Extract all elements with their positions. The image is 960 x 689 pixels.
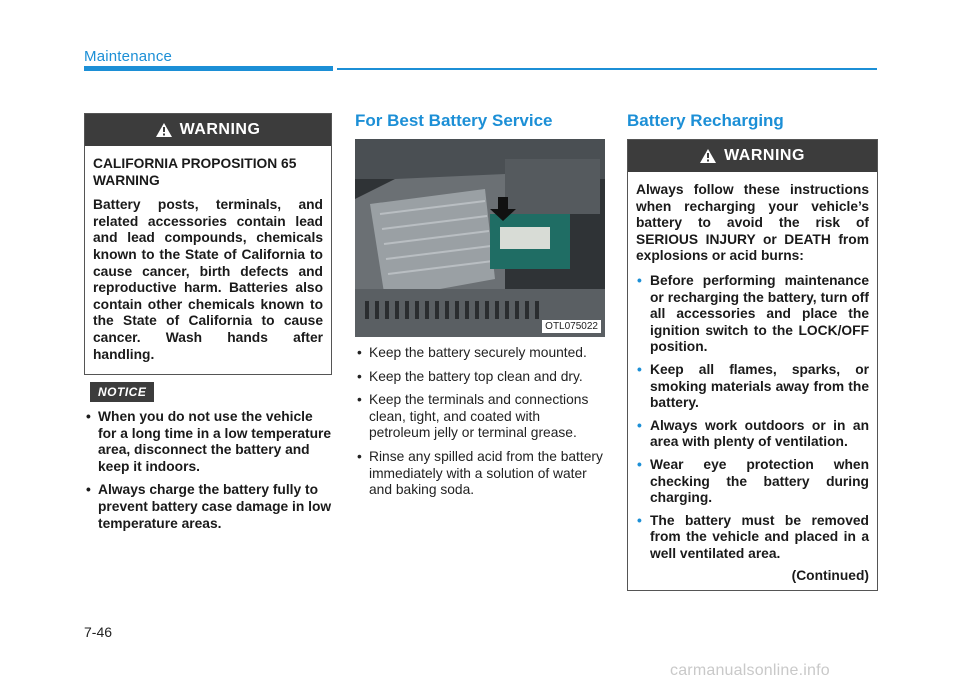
list-item: • Keep the terminals and connections clean, tight, and coated with petroleum jelly or terminal grease. — [355, 392, 605, 442]
warning-triangle-icon — [156, 123, 172, 137]
image-caption: OTL075022 — [542, 320, 601, 333]
list-item: • Always work outdoors or in an area with plenty of ventilation. — [636, 418, 869, 451]
section-title: Maintenance — [84, 48, 173, 65]
warning-text: Battery posts, terminals, and related accessories contain lead and lead compounds, chemicals known to the State of California to cause cancer, birth defects and reproductive harm. Batteries also contain other chemicals known to the State of California to cause cancer. Wash hands after handling. — [93, 197, 323, 362]
list-item: • The battery must be removed from the vehicle and placed in a well ventilated area. — [636, 513, 869, 563]
warning-header — [85, 114, 331, 146]
warning-label: WARNING — [724, 147, 805, 164]
notice-list — [84, 409, 334, 539]
warning-triangle-icon — [700, 149, 716, 163]
warning-intro: Always follow these instructions when recharging your vehicle’s battery to avoid the risk of SERIOUS INJURY or DEATH from explosions or acid burns: — [636, 182, 869, 264]
list-item: • Rinse any spilled acid from the battery immediately with a solution of water and baking soda. — [355, 449, 605, 499]
recharging-list — [636, 273, 869, 563]
header-rule-thick — [84, 66, 333, 71]
list-item: • When you do not use the vehicle for a long time in a low temperature area, disconnect the battery and keep it indoors. — [84, 409, 334, 475]
battery-recharging-heading: Battery Recharging — [627, 111, 784, 130]
battery-service-heading: For Best Battery Service — [355, 111, 553, 130]
list-item: • Keep all flames, sparks, or smoking materials away from the battery. — [636, 362, 869, 412]
list-item: • Keep the battery top clean and dry. — [355, 369, 605, 386]
header-rule-thin — [337, 68, 877, 70]
warning-header — [628, 140, 877, 172]
battery-photo — [355, 139, 605, 337]
list-item: • Wear eye protection when checking the battery during charging. — [636, 457, 869, 507]
continued-label: (Continued) — [791, 568, 869, 584]
watermark: carmanualsonline.info — [670, 662, 830, 679]
engine-bay-illustration — [355, 139, 605, 337]
battery-service-list — [355, 345, 605, 506]
notice-badge: NOTICE — [90, 382, 154, 402]
warning-label: WARNING — [179, 121, 261, 138]
list-item: • Keep the battery securely mounted. — [355, 345, 605, 362]
page-number: 7-46 — [84, 624, 113, 640]
prop65-warning-box — [84, 113, 332, 375]
list-item: • Always charge the battery fully to prevent battery case damage in low temperature areas. — [84, 482, 334, 532]
warning-title: CALIFORNIA PROPOSITION 65 WARNING — [93, 156, 297, 188]
recharging-warning-box — [627, 139, 878, 591]
list-item: • Before performing maintenance or recharging the battery, turn off all accessories and place the ignition switch to the LOCK/OFF position. — [636, 273, 869, 356]
